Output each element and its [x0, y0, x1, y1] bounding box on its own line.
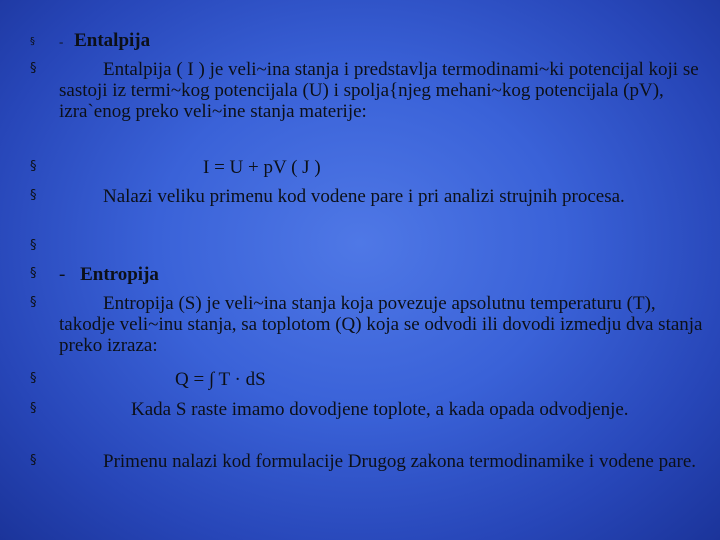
section-heading	[59, 264, 714, 285]
paragraph-text: Entalpija ( I ) je veli~ina stanja i predstavlja termodinami~ki potencijal koji se sastoji iz termi~kog potencijala (U) i spolja{njeg mehani~kog potencijala (pV), izra`enog preko veli~ine stanja materije:	[59, 59, 699, 122]
bullet-icon: §	[30, 295, 37, 310]
heading-text: Entalpija	[74, 30, 151, 51]
heading-dash: -	[59, 264, 66, 285]
bullet-icon: §	[30, 371, 37, 386]
formula-text: Q = ∫ T · dS	[175, 369, 266, 390]
paragraph-text: Kada S raste imamo dovodjene toplote, a kada opada odvodjenje.	[131, 399, 629, 420]
paragraph-text: Primenu nalazi kod formulacije Drugog zakona termodinamike i vodene pare.	[103, 451, 697, 472]
bullet-icon: §	[30, 36, 35, 47]
heading-text: Entropija	[80, 264, 159, 285]
paragraph-text: Entropija (S) je veli~ina stanja koja povezuje apsolutnu temperaturu (T), takodje veli~inu stanja, sa toplotom (Q) koja se odvodi ili dovodi izmedju dva stanja preko izraza:	[59, 293, 703, 356]
bullet-icon: §	[30, 159, 37, 174]
bullet-icon: §	[30, 188, 37, 203]
bullet-icon: §	[30, 453, 37, 468]
bullet-icon: §	[30, 238, 37, 253]
formula-text: I = U + pV ( J )	[203, 157, 321, 178]
heading-dash: -	[59, 34, 64, 49]
bullet-icon: §	[30, 401, 37, 416]
bullet-icon: §	[30, 266, 37, 281]
section-heading	[59, 30, 714, 52]
paragraph-text: Nalazi veliku primenu kod vodene pare i pri analizi strujnih procesa.	[103, 186, 625, 207]
bullet-icon: §	[30, 61, 37, 76]
